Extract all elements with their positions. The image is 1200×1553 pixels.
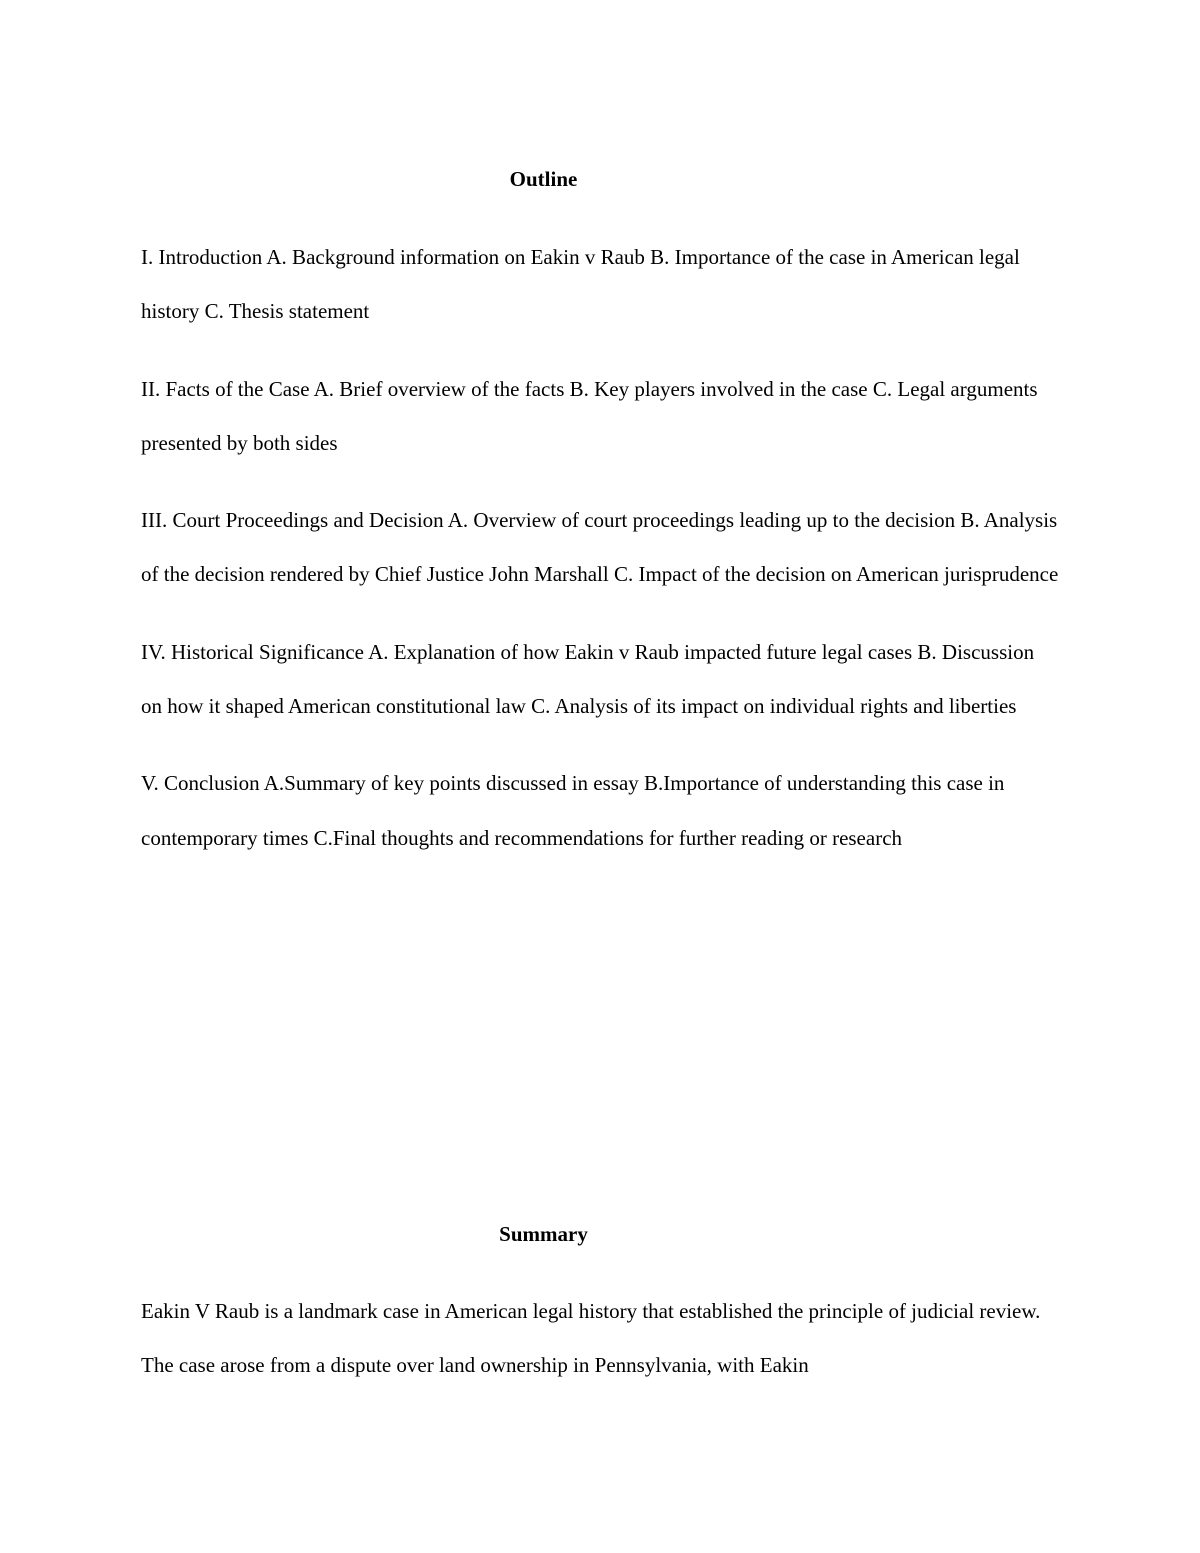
outline-heading: Outline	[509, 167, 578, 191]
outline-list	[141, 230, 1059, 865]
outline-item-court-proceedings: III. Court Proceedings and Decision A. Overview of court proceedings leading up to the decision B. Analysis of the decision rendered by Chief Justice John Marshall C. Impact of the decision on American jurisprudence	[141, 508, 1059, 587]
summary-section	[141, 1284, 1059, 1393]
outline-item-conclusion: V. Conclusion A.Summary of key points discussed in essay B.Importance of understanding this case in contemporary times C.Final thoughts and recommendations for further reading or research	[141, 771, 1005, 850]
outline-item-historical-significance: IV. Historical Significance A. Explanation of how Eakin v Raub impacted future legal cases B. Discussion on how it shaped American constitutional law C. Analysis of its impact on individual rights and liberties	[141, 639, 1035, 719]
outline-item-introduction: I. Introduction A. Background information on Eakin v Raub B. Importance of the case in American legal history C. Thesis statement	[141, 245, 1020, 324]
outline-item-facts: II. Facts of the Case A. Brief overview of the facts B. Key players involved in the case C. Legal arguments presented by both sides	[141, 376, 1038, 455]
summary-paragraph: Eakin V Raub is a landmark case in American legal history that established the principle of judicial review. The case arose from a dispute over land ownership in Pennsylvania, with Eakin	[141, 1299, 1041, 1378]
summary-heading: Summary	[499, 1222, 588, 1246]
